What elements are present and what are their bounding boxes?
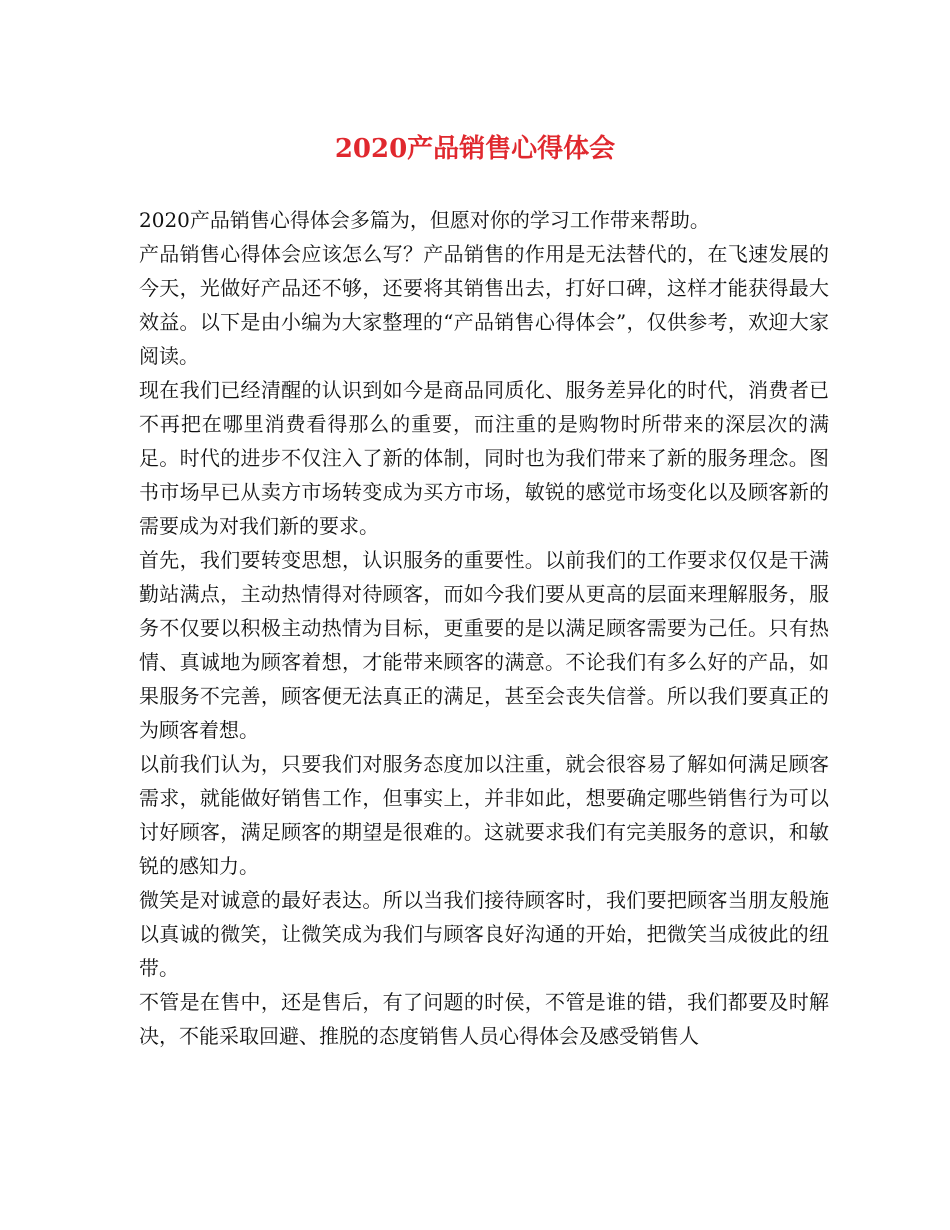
paragraph-smile: 微笑是对诚意的最好表达。所以当我们接待顾客时，我们要把顾客当朋友般施以真诚的微笑，让微笑成为我们与顾客良好沟通的开始，把微笑当成彼此的纽带。: [139, 888, 829, 980]
paragraph-how-to-write: 产品销售心得体会应该怎么写？产品销售的作用是无法替代的，在飞速发展的今天，光做好产品还不够，还要将其销售出去，打好口碑，这样才能获得最大效益。以下是由小编为大家整理的“产品销售心得体会”，仅供参考，欢迎大家阅读。: [139, 242, 829, 368]
paragraph-service-importance: 首先，我们要转变思想，认识服务的重要性。以前我们的工作要求仅仅是干满勤站满点，主动热情得对待顾客，而如今我们要从更高的层面来理解服务，服务不仅要以积极主动热情为目标，更重要的是以满足顾客需要为己任。只有热情、真诚地为顾客着想，才能带来顾客的满意。不论我们有多么好的产品，如果服务不完善，顾客便无法真正的满足，甚至会丧失信誉。所以我们要真正的为顾客着想。: [139, 548, 829, 742]
page-title: 2020产品销售心得体会: [334, 134, 616, 164]
paragraph-market-era: 现在我们已经清醒的认识到如今是商品同质化、服务差异化的时代，消费者已不再把在哪里消费看得那么的重要，而注重的是购物时所带来的深层次的满足。时代的进步不仅注入了新的体制，同时也为我们带来了新的服务理念。图书市场早已从卖方市场转变成为买方市场，敏锐的感觉市场变化以及顾客新的需要成为对我们新的要求。: [139, 378, 829, 538]
paragraph-intro: 2020产品销售心得体会多篇为，但愿对你的学习工作带来帮助。: [139, 208, 710, 232]
document-body: [139, 203, 829, 1053]
paragraph-after-sales: 不管是在售中，还是售后，有了问题的时侯，不管是谁的错，我们都要及时解决，不能采取回避、推脱的态度销售人员心得体会及感受销售人: [139, 990, 829, 1048]
paragraph-customer-needs: 以前我们认为，只要我们对服务态度加以注重，就会很容易了解如何满足顾客需求，就能做好销售工作，但事实上，并非如此，想要确定哪些销售行为可以讨好顾客，满足顾客的期望是很难的。这就要求我们有完美服务的意识，和敏锐的感知力。: [139, 752, 829, 878]
